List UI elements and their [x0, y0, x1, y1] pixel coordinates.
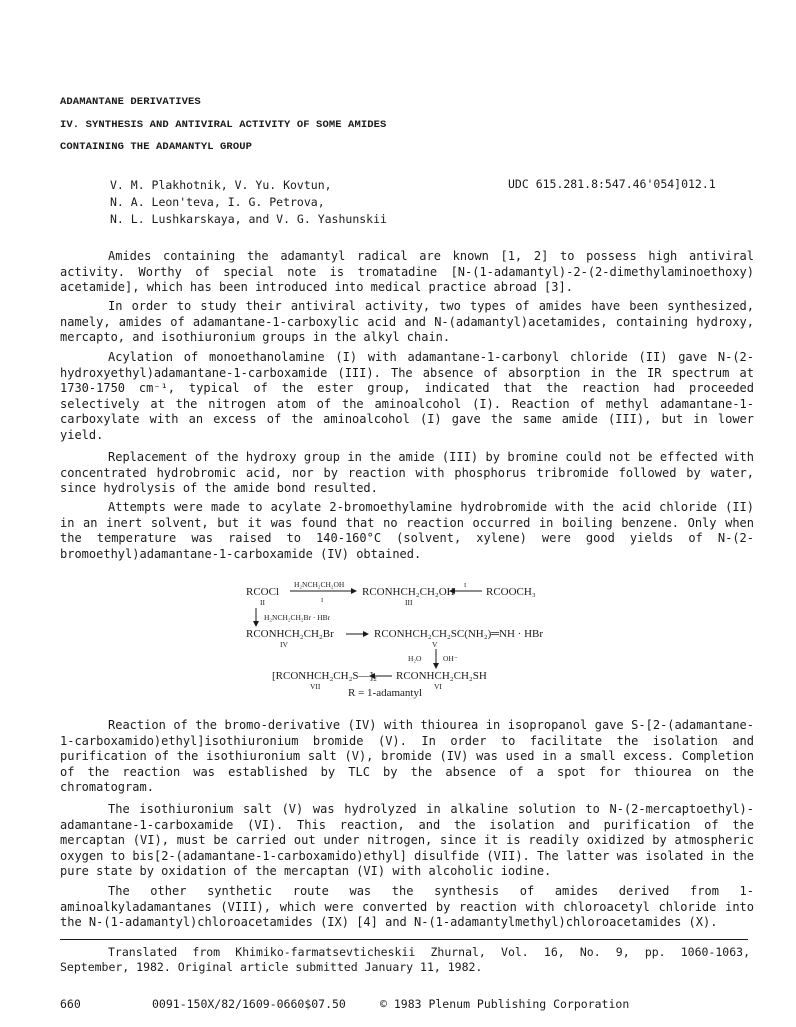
- author-line: N. A. Leon'teva, I. G. Petrova,: [110, 195, 325, 209]
- reagent-label: H₂NCH₂CH₂OH: [294, 580, 345, 589]
- paragraph: Replacement of the hydroxy group in the amide (III) by bromine could not be effected with concentrated hydrobromic acid, nor by reaction with phosphorus tribromide followed by water, since hydrolysis of the amide bond resulted.: [60, 450, 754, 495]
- mercaptan-formula: RCONHCH₂CH₂SH: [396, 670, 487, 682]
- translation-note: Translated from Khimiko-farmatsevticheskii Zhurnal, Vol. 16, No. 9, pp. 1060-1063, September, 1982. Original article submitted January 11, 1982.: [60, 945, 750, 974]
- author-list: [110, 177, 387, 228]
- r-group-definition: R = 1-adamantyl: [348, 687, 423, 699]
- series-title: ADAMANTANE DERIVATIVES: [60, 96, 201, 108]
- page-number: 660: [60, 997, 81, 1011]
- article-title-line2: CONTAINING THE ADAMANTYL GROUP: [60, 141, 253, 153]
- compound-label: VII: [310, 682, 321, 691]
- acid-chloride-formula: RCOCl: [246, 586, 280, 598]
- reagent-label: I: [321, 597, 324, 604]
- footnote-divider: [60, 939, 748, 940]
- paragraph: The isothiuronium salt (V) was hydrolyzed in alkaline solution to N-(2-mercaptoethyl)-adamantane-1-carboxamide (VI). This reaction, and the isolation and purification of the mercaptan (VI), must be carried out under nitrogen, since it is readily oxidized by atmospheric oxygen to bis[2-(adamantane-1-carboxamido)ethyl] disulfide (VII). The latter was isolated in the pure state by oxidation of the mercaptan (VI) with alcoholic iodine.: [60, 802, 754, 878]
- compound-label: II: [260, 598, 265, 607]
- reagent-label: H₂O: [408, 654, 422, 663]
- compound-label: IV: [280, 640, 288, 649]
- article-title-line1: IV. SYNTHESIS AND ANTIVIRAL ACTIVITY OF SOME AMIDES: [60, 119, 387, 131]
- compound-label: VI: [434, 682, 442, 691]
- isothiuronium-formula: RCONHCH₂CH₂SC(NH₂)═NH · HBr: [374, 628, 544, 640]
- bromoamide-formula: RCONHCH₂CH₂Br: [246, 628, 334, 640]
- paragraph: Attempts were made to acylate 2-bromoethylamine hydrobromide with the acid chloride (II) in an inert solvent, but it was found that no reaction occurred in boiling benzene. Only when the temperature was raised to 140-160°C (solvent, xylene) were good yields of N-(2-bromoethyl)adamantane-1-carboxamide (IV) obtained.: [60, 500, 754, 561]
- compound-label: V: [432, 640, 438, 649]
- udc-code: UDC 615.281.8:547.46'054]012.1: [508, 177, 716, 191]
- copyright: © 1983 Plenum Publishing Corporation: [380, 997, 630, 1011]
- author-line: N. L. Lushkarskaya, and V. G. Yashunskii: [110, 212, 387, 226]
- reagent-label: OH⁻: [443, 654, 458, 663]
- hydroxyamide-formula: RCONHCH₂CH₂OH: [362, 586, 455, 598]
- methyl-ester-formula: RCOOCH₃: [486, 586, 536, 598]
- paragraph: Amides containing the adamantyl radical are known [1, 2] to possess high antiviral activity. Worthy of special note is tromatadine [N-(1-adamantyl)-2-(2-dimethylaminoethoxy) acetamide], which has been introduced into medical practice abroad [3].: [60, 249, 754, 294]
- compound-label: III: [405, 598, 413, 607]
- reaction-scheme: [240, 578, 570, 700]
- paragraph: The other synthetic route was the synthesis of amides derived from 1-aminoalkyladamantanes (VIII), which were converted by reaction with chloroacetyl chloride into the N-(1-adamantyl)chloroacetamides (IX) [4] and N-(1-adamantylmethyl)chloroacetamides (X).: [60, 884, 754, 929]
- reagent-label: H₂NCH₂CH₂Br · HBr: [264, 613, 331, 622]
- disulfide-formula: [RCONHCH₂CH₂S—]₂: [272, 670, 378, 682]
- paragraph: In order to study their antiviral activity, two types of amides have been synthesized, namely, amides of adamantane-1-carboxylic acid and N-(adamantyl)acetamides, containing hydroxy, mercapto, and isothiuronium groups in the alkyl chain.: [60, 299, 754, 344]
- author-line: V. M. Plakhotnik, V. Yu. Kovtun,: [110, 178, 332, 192]
- paragraph: Reaction of the bromo-derivative (IV) with thiourea in isopropanol gave S-[2-(adamantane-1-carboxamido)ethyl]isothiuronium bromide (V). In order to facilitate the isolation and purification of the isothiuronium salt (V), bromide (IV) was used in a small excess. Completion of the reaction was established by TLC by the absence of a spot for thiourea on the chromatogram.: [60, 718, 754, 794]
- article-code: 0091-150X/82/1609-0660$07.50: [152, 997, 346, 1011]
- paragraph: Acylation of monoethanolamine (I) with adamantane-1-carbonyl chloride (II) gave N-(2-hydroxyethyl)adamantane-1-carboxamide (III). The absence of absorption in the IR spectrum at 1730-1750 cm⁻¹, typical of the ester group, indicated that the reaction had proceeded selectively at the nitrogen atom of the aminoalcohol (I). Reaction of methyl adamantane-1-carboxylate with an excess of the aminoalcohol (I) gave the same amide (III), but in lower yield.: [60, 350, 754, 442]
- reagent-label: I: [464, 582, 467, 589]
